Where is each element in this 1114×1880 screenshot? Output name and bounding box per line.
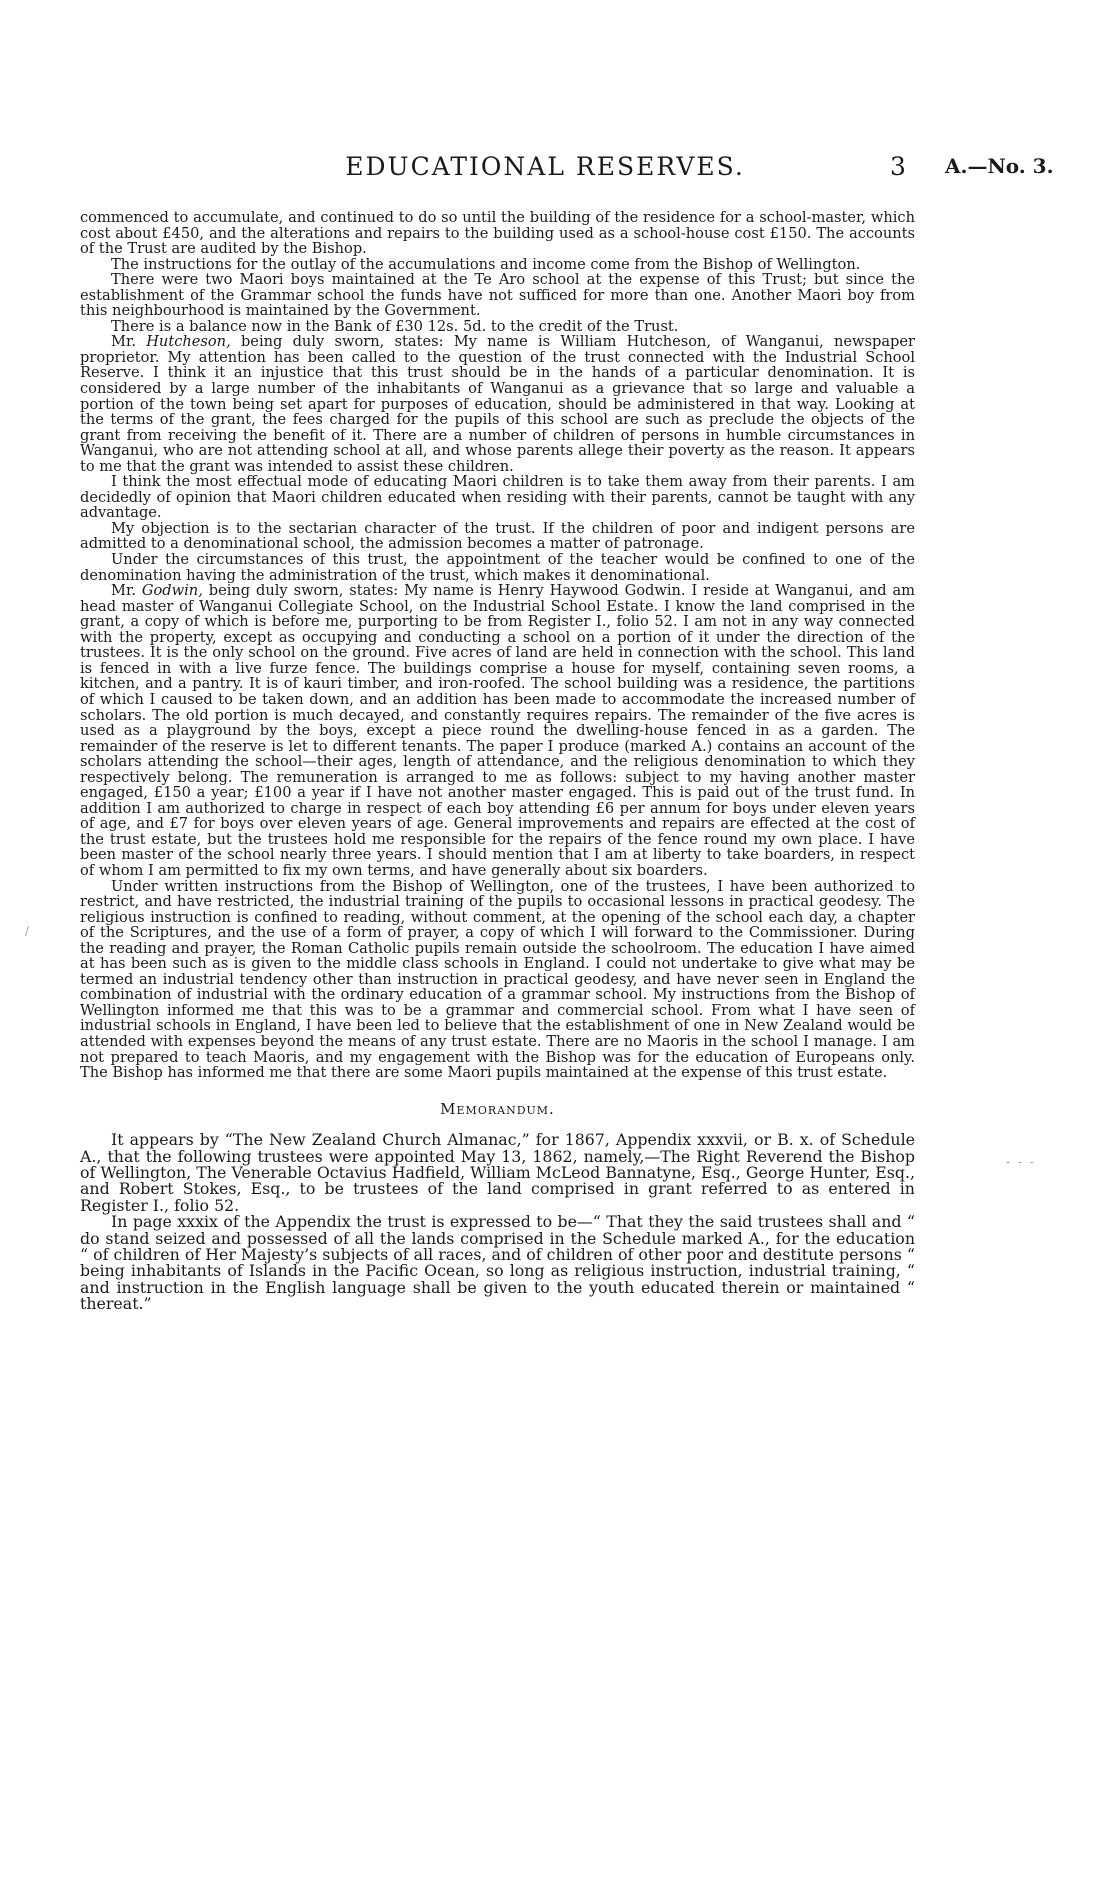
memorandum-heading: Memorandum. [440,1099,555,1118]
memorandum-paragraph: It appears by “The New Zealand Church Almanac,” for 1867, Appendix xxxvii, or B. x. of Schedule A., that the following trustees were appointed May 13, 1862, namely,—The Right Reverend the Bishop of Wellington, The Venerable Octavius Hadfield, William McLeod Bannatyne, Esq., George Hunter, Esq., and Robert Stokes, Esq., to be trustees of the land comprised in grant referred to as entered in Register I., folio 52. [80,1130,915,1215]
paragraph: There were two Maori boys maintained at the Te Aro school at the expense of this Trust; but since the establishment of the Grammar school the funds have not sufficed for more than one. Another Maori boy from this neighbourhood is maintained by the Government. [80,271,915,320]
witness-prefix: Mr. [111,333,147,351]
witness-statement [80,583,915,878]
paragraph-text: I reside at Wanganui, and am head master of Wanganui Collegiate School, on the Industrial School Estate. I know the land comprised in the grant, a copy of which is before me, purporting to be from Register I., folio 52. I am not in any way connected with the property, except as occupying and conducting a school on a portion of it under the direction of the trustees. It is the only school on the ground. Five acres of land are held in connection with the school. This land is fenced in with a live furze fence. The buildings comprise a house for myself, containing seven rooms, a kitchen, and a pantry. It is of kauri timber, and iron-roofed. The school building was a residence, the partitions of which I caused to be taken down, and an addition has been made to accommodate the increased number of scholars. The old portion is much decayed, and constantly requires repairs. The remainder of the five acres is used as a playground by the boys, except a piece round the dwelling-house fenced in as a garden. The remainder of the reserve is let to different tenants. The paper I produce (marked A.) contains an account of the scholars attending the school—their ages, length of attendance, and the religious denomination to which they respectively belong. The remuneration is arranged to me as follows: subject to my having another master engaged, £150 a year; £100 a year if I have not another master engaged. This is paid out of the trust fund. In addition I am authorized to charge in respect of each boy attending £6 per annum for boys under eleven years of age, and £7 for boys over eleven years of age. General improvements and repairs are effected at the cost of the trust estate, but the trustees hold me responsible for the repairs of the fence round my own place. I have been master of the school nearly three years. I should mention that I am at liberty to take boarders, in respect of whom I am permitted to fix my own terms, and have generally about six boarders. [80,582,916,879]
paragraph: There is a balance now in the Bank of £30 12s. 5d. to the credit of the Trust. [111,317,679,335]
witness-intro: being duly sworn, states: My name is William Hutcheson, of Wanganui, newspaper proprietor. [80,333,916,366]
page-number: 3 [890,152,906,181]
page-title: EDUCATIONAL RESERVES. [345,152,745,181]
margin-mark: / [25,924,30,938]
paragraph: My objection is to the sectarian character of the trust. If the children of poor and indigent persons are admitted to a denominational school, the admission becomes a matter of patronage. [80,519,915,553]
paragraph-text: My attention has been called to the question of the trust connected with the Industrial School Reserve. I think it an injustice that this trust should be in the hands of a particular denomination. It is considered by a large number of the inhabitants of Wanganui as a grievance that so large and valuable a portion of the town being set apart for purposes of education, should be administered in that way. Looking at the terms of the grant, the fees charged for the pupils of this school are such as preclude the objects of the grant from receiving the benefit of it. There are a number of children of persons in humble circumstances in Wanganui, who are not attending school at all, and whose parents allege their poverty as the reason. It appears to me that the grant was intended to assist these children. [80,348,916,475]
paragraph: Under the circumstances of this trust, the appointment of the teacher would be confined to one of the denomination having the administration of the trust, which makes it denominational. [80,551,915,584]
paragraph: Under written instructions from the Bishop of Wellington, one of the trustees, I have been authorized to restrict, and have restricted, the industrial training of the pupils to occasional lessons in practical geodesy. The religious instruction is confined to reading, without comment, at the opening of the school each day, a chapter of the Scriptures, and the use of a form of prayer, a copy of which I will forward to the Commissioner. During the reading and prayer, the Roman Catholic pupils remain outside the schoolroom. The education I have aimed at has been such as is given to the middle class schools in England. I could not undertake to give what may be termed an industrial tendency other than instruction in practical geodesy, and have never seen in England the combination of industrial with the ordinary education of a grammar school. My instructions from the Bishop of Wellington informed me that this was to be a grammar and commercial school. From what I have seen of industrial schools in England, I have been led to believe that the establishment of one in New Zealand would be attended with expenses beyond the means of any trust estate. There are no Maoris in the school I manage. I am not prepared to teach Maoris, and my engagement with the Bishop was for the education of Europeans only. The Bishop has informed me that there are some Maori pupils maintained at the expense of this trust estate. [80,877,915,1082]
paragraph: I think the most effectual mode of educating Maori children is to take them away from their parents. I am decidedly of opinion that Maori children educated when residing with their parents, cannot be taught with any advantage. [80,473,915,522]
witness-prefix: Mr. [111,582,142,600]
margin-dots: - - - [1006,1155,1036,1169]
paragraph: The instructions for the outlay of the accumulations and income come from the Bishop of Wellington. [111,255,861,273]
paragraph: commenced to accumulate, and continued to do so until the building of the residence for a school-master, which cost about £450, and the alterations and repairs to the building used as a school-house cost £150. The accounts of the Trust are audited by the Bishop. [80,209,915,258]
document-reference: A.—No. 3. [945,154,1054,178]
witness-name: Hutcheson, [146,333,231,351]
witness-name: Godwin, [141,582,203,600]
witness-statement [80,334,915,474]
witness-intro: being duly sworn, states: My name is Henry Haywood Godwin. [202,582,692,600]
memorandum [80,1099,915,1314]
memorandum-paragraph: In page xxxix of the Appendix the trust is expressed to be—“ That they the said trustees shall and “ do stand seized and possessed of all the lands comprised in the Schedule marked A., for the education “ of children of Her Majesty’s subjects of all races, and of children of other poor and destitute persons “ being inhabitants of Islands in the Pacific Ocean, so long as religious instruction, industrial training, “ and instruction in the English language shall be given to the youth educated therein or maintained “ thereat.” [80,1212,915,1314]
body-text [80,210,915,1313]
